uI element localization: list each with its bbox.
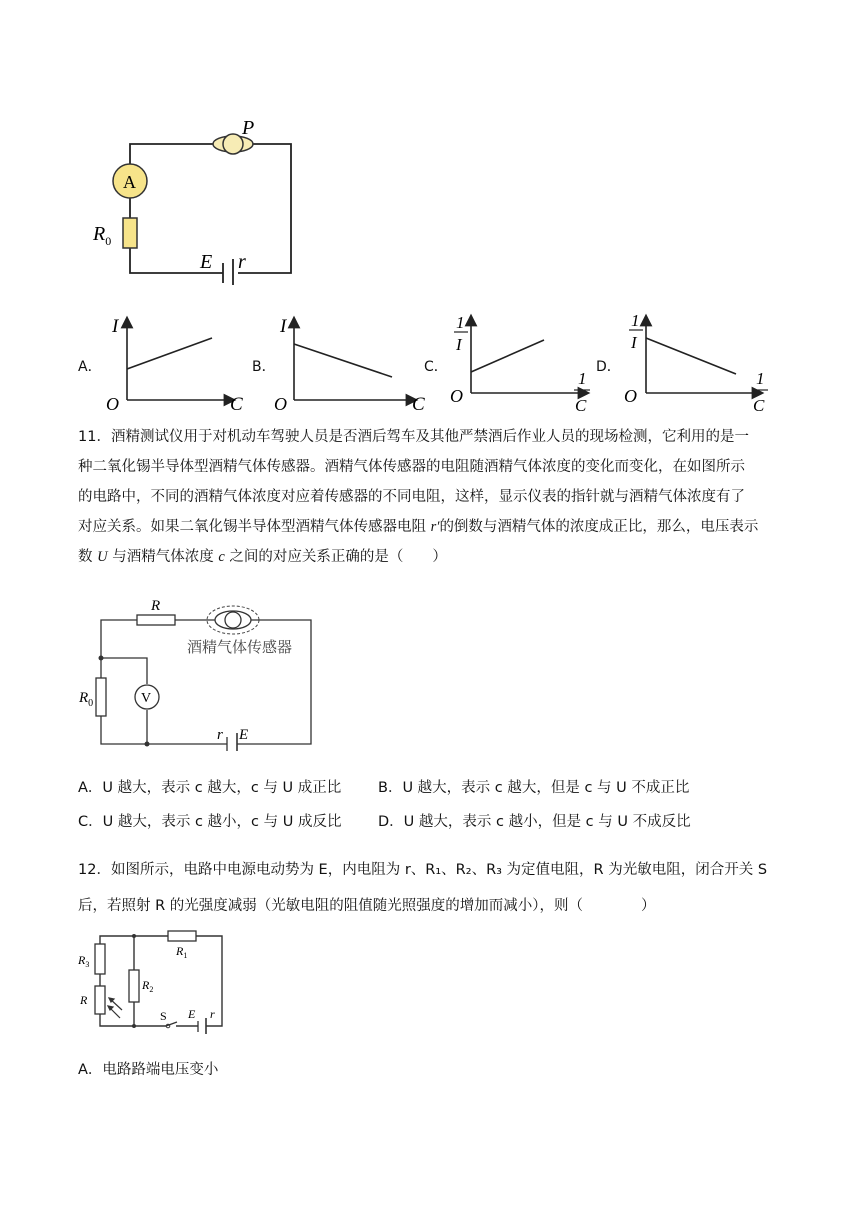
light-arrows-icon <box>108 998 122 1018</box>
graph-option-a <box>100 310 250 415</box>
option-a-letter[interactable]: A． <box>78 359 102 375</box>
q11-label-r: R <box>151 598 161 614</box>
ammeter-icon <box>113 164 147 198</box>
option-b-letter[interactable]: B． <box>252 359 276 375</box>
graph-option-c <box>446 308 596 420</box>
resistor-r3-icon <box>95 944 105 974</box>
resistor-r0-icon <box>123 218 137 248</box>
question-12-text <box>78 852 790 924</box>
graph-c-ylabel-num: 1 <box>456 313 465 332</box>
question-11-text <box>78 422 790 572</box>
label-r0: $R_0$ <box>93 223 112 248</box>
q12-line-1: 12．如图所示，电路中电源电动势为 E，内电阻为 r、R₁、R₂、R₃ 为定值电阻，R 为光敏电阻，闭合开关 S <box>78 862 768 878</box>
q11-line-3: 的电路中，不同的酒精气体浓度对应着传感器的不同电阻，这样，显示仪表的指针就与酒精气体浓度有了 <box>78 489 745 505</box>
q12-label-e: E <box>188 1007 196 1021</box>
photoresistor-r-icon <box>95 986 105 1014</box>
graph-option-b <box>272 310 432 415</box>
graph-b-line <box>294 344 392 377</box>
label-e: E <box>200 251 213 273</box>
option-c-letter[interactable]: C． <box>424 359 448 375</box>
q12-option-a[interactable]: A．电路路端电压变小 <box>78 1062 219 1078</box>
graph-c-ylabel-den: I <box>456 335 462 354</box>
graph-d-xlabel-den: C <box>753 396 765 415</box>
label-r: r <box>238 251 246 273</box>
q11-option-c[interactable]: C．U 越大，表示 c 越小，c 与 U 成反比 <box>78 814 342 830</box>
circuit-diagram-q12 <box>76 926 231 1034</box>
q11-line-4: 对应关系。如果二氧化锡半导体型酒精气体传感器电阻 r′的倒数与酒精气体的浓度成正比，那么，电压表示 <box>78 519 759 535</box>
graph-option-d <box>618 308 778 420</box>
alcohol-sensor-icon <box>207 606 259 634</box>
switch-s-icon <box>166 1022 177 1028</box>
q11-line-1: 11．酒精测试仪用于对机动车驾驶人员是否酒后驾车及其他严禁酒后作业人员的现场检测，它利用的是一 <box>78 429 749 445</box>
resistor-r-icon <box>137 615 175 625</box>
graph-c-xlabel-num: 1 <box>578 369 587 388</box>
graph-a-xlabel: C <box>230 394 243 415</box>
label-p: P <box>242 117 255 139</box>
resistor-r0-q11-icon <box>96 678 106 716</box>
battery-q11-icon <box>227 733 237 751</box>
q11-option-b[interactable]: B．U 越大，表示 c 越大，但是 c 与 U 不成正比 <box>378 780 690 796</box>
graph-c-line <box>471 340 544 372</box>
q12-label-r1: $R_1$ <box>176 944 188 960</box>
graph-d-ylabel-num: 1 <box>631 311 640 330</box>
option-d-letter[interactable]: D． <box>596 359 621 375</box>
graph-b-ylabel: I <box>280 316 287 337</box>
q12-label-r: R <box>80 993 88 1007</box>
battery-q12-icon <box>198 1018 206 1034</box>
graph-b-origin: O <box>274 394 287 414</box>
circuit-diagram-q10 <box>90 110 310 285</box>
q12-label-ri: r <box>210 1007 215 1021</box>
graph-b-xlabel: C <box>412 394 425 415</box>
q11-label-e: E <box>239 727 249 743</box>
q11-option-d[interactable]: D．U 越大，表示 c 越小，但是 c 与 U 不成反比 <box>378 814 691 830</box>
q11-label-ri: r <box>217 727 223 743</box>
circuit-diagram-q11 <box>75 596 320 751</box>
graph-c-xlabel-den: C <box>575 396 587 415</box>
q11-sensor-label: 酒精气体传感器 <box>187 638 293 656</box>
q12-label-r3: $R_3$ <box>78 953 90 969</box>
graph-a-ylabel: I <box>112 316 119 337</box>
graph-c-origin: O <box>450 386 463 406</box>
resistor-r1-icon <box>168 931 196 941</box>
graph-d-line <box>646 338 736 374</box>
graph-a-line <box>127 338 212 369</box>
graph-d-xlabel-num: 1 <box>756 369 765 388</box>
q11-line-5: 数 U 与酒精气体浓度 c 之间的对应关系正确的是（ ） <box>78 549 447 565</box>
graph-d-origin: O <box>624 386 637 406</box>
q12-label-r2: $R_2$ <box>142 978 154 994</box>
voltmeter-label: V <box>141 691 152 706</box>
q11-label-r0: $R_0$ <box>79 690 94 709</box>
q11-line-2: 种二氧化锡半导体型酒精气体传感器。酒精气体传感器的电阻随酒精气体浓度的变化而变化，在如图所示 <box>78 459 745 475</box>
ammeter-label: A <box>123 172 136 192</box>
q12-line-2: 后，若照射 R 的光强度减弱（光敏电阻的阻值随光照强度的增加而减小），则（ ） <box>78 898 656 914</box>
graph-a-origin: O <box>106 394 119 414</box>
voltmeter-icon <box>135 685 159 709</box>
q11-option-a[interactable]: A．U 越大，表示 c 越大，c 与 U 成正比 <box>78 780 342 796</box>
q12-label-s: S <box>160 1009 167 1023</box>
graph-d-ylabel-den: I <box>631 333 637 352</box>
resistor-r2-icon <box>129 970 139 1002</box>
battery-icon <box>223 259 233 285</box>
